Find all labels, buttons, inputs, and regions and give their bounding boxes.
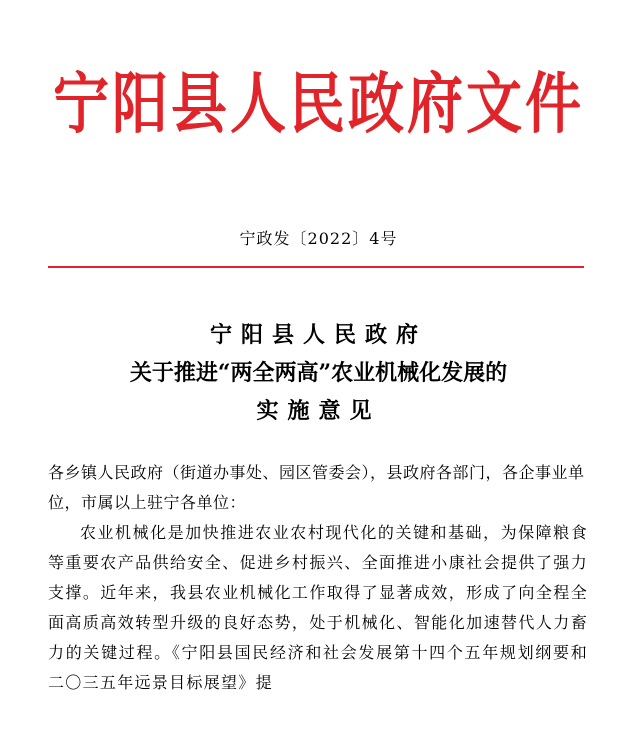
title-line-issuer: 宁阳县人民政府	[209, 322, 427, 348]
title-line-subject: 关于推进“两全两高”农业机械化发展的	[129, 360, 508, 386]
body-paragraph: 农业机械化是加快推进农业农村现代化的关键和基础，为保障粮食等重要农产品供给安全、促进乡村振兴、全面推进小康社会提供了强力支撑。近年来，我县农业机械化工作取得了显著成效，形成了向全程全面高质高效转型升级的良好态势，处于机械化、智能化加速替代人力畜力的关键过程。《宁阳县国民经济和社会发展第十四个五年规划纲要和二〇三五年远景目标展望》提	[48, 523, 588, 692]
issuer-header-title: 宁阳县人民政府文件	[53, 66, 584, 143]
title-line-type: 实施意见	[256, 398, 381, 424]
document-number: 宁政发〔2022〕4号	[239, 229, 398, 248]
document-title	[0, 316, 637, 430]
document-body	[48, 458, 588, 698]
red-separator-rule	[48, 266, 584, 268]
salutation: 各乡镇人民政府（街道办事处、园区管委会），县政府各部门，各企事业单位，市属以上驻宁各单位：	[48, 463, 585, 512]
